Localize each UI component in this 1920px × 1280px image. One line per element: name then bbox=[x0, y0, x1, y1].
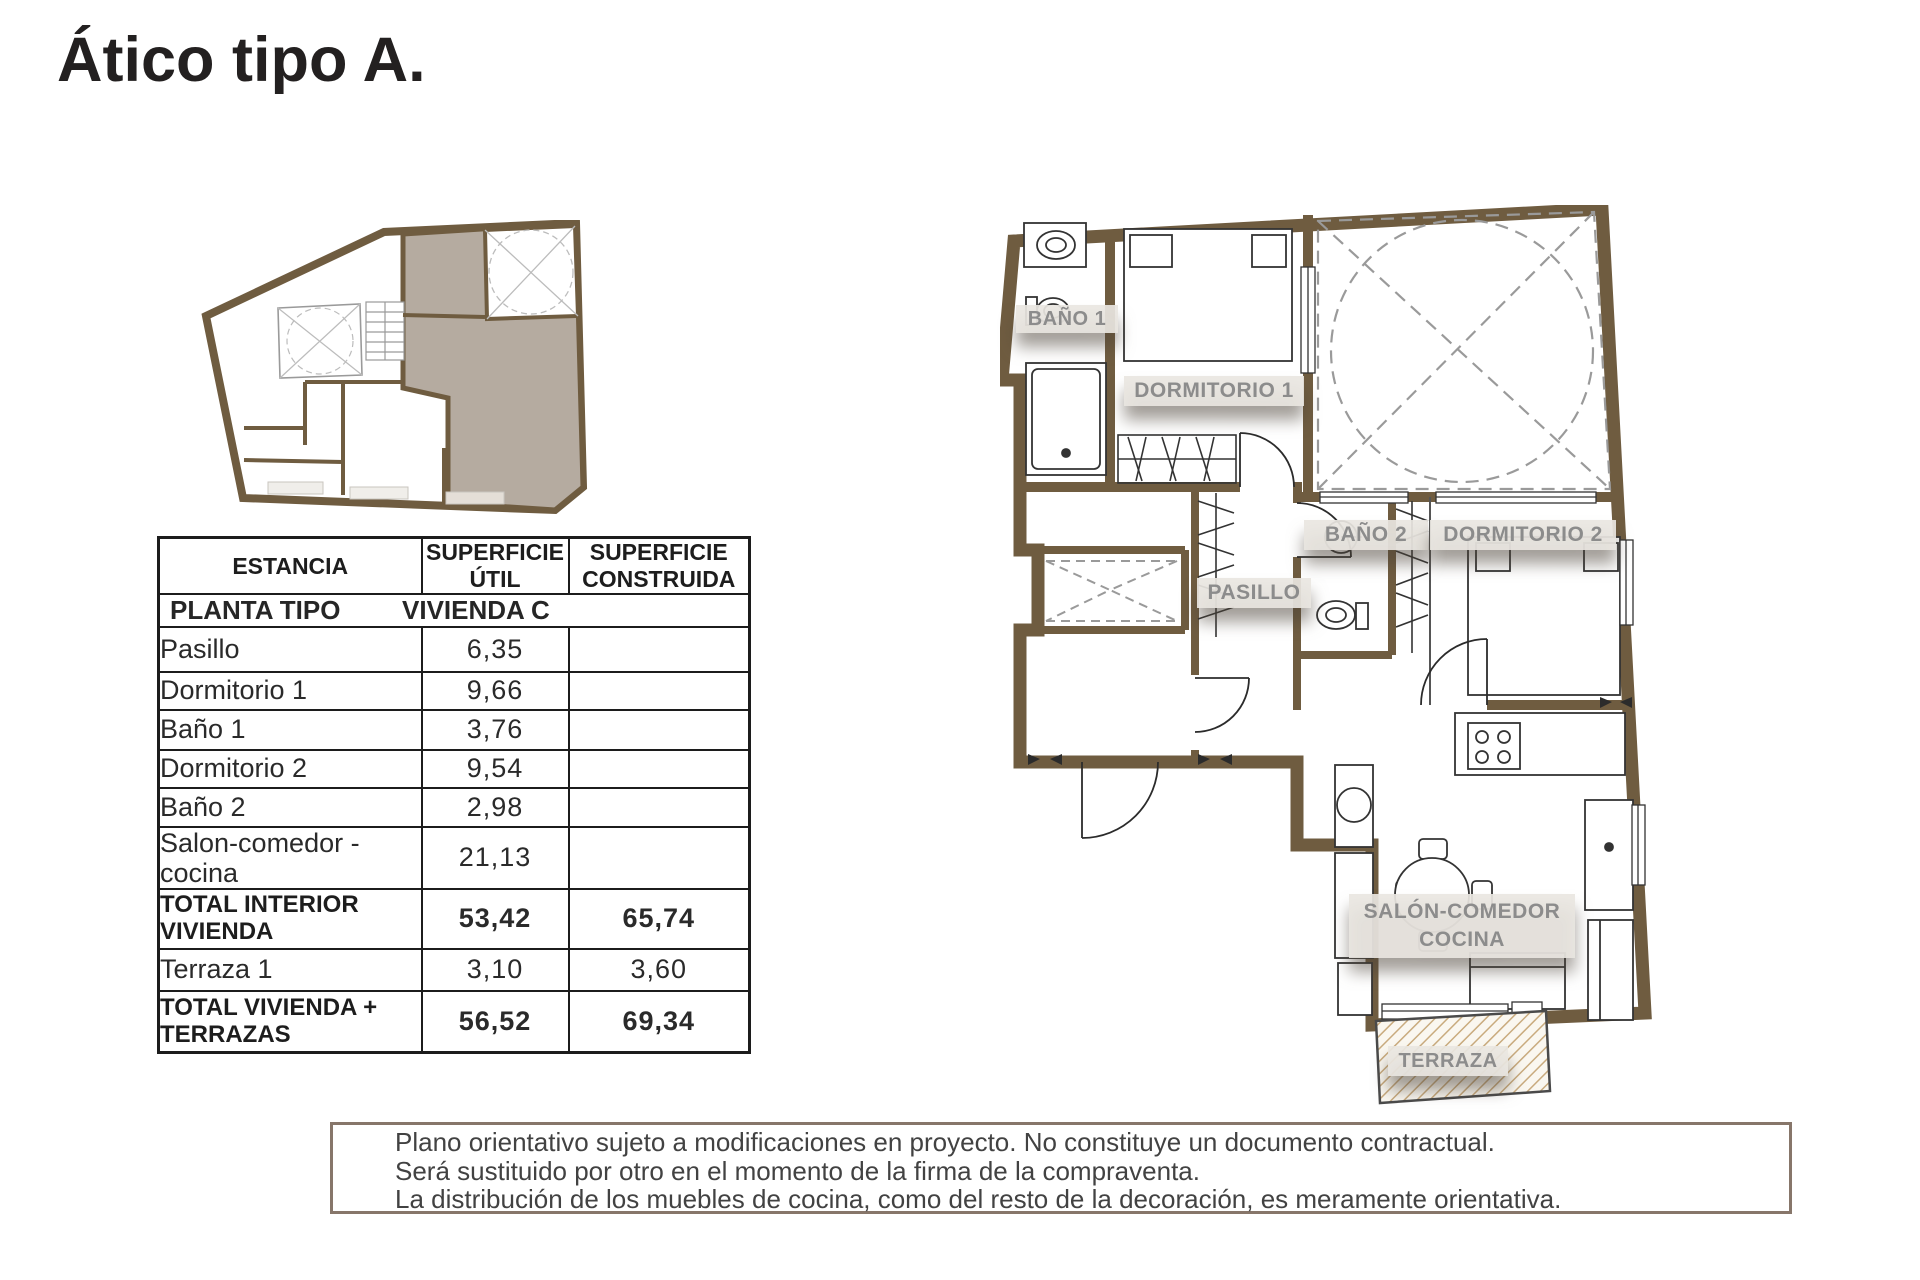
row-name: Pasillo bbox=[159, 627, 422, 672]
label-dormitorio1 bbox=[1124, 376, 1304, 406]
key-plan-stairs-icon bbox=[366, 302, 404, 360]
table-total-interior-row bbox=[159, 889, 750, 949]
entry-door-icon bbox=[1082, 762, 1158, 838]
label-text: BAÑO 1 bbox=[1027, 308, 1107, 330]
row-name: Baño 2 bbox=[159, 788, 422, 827]
hob-icon bbox=[1468, 723, 1520, 769]
toilet2-icon bbox=[1317, 601, 1368, 629]
label-text: DORMITORIO 1 bbox=[1134, 379, 1294, 402]
key-plan-patio-2 bbox=[278, 304, 362, 378]
section-planta-tipo: PLANTA TIPO bbox=[170, 594, 341, 625]
row-util: 3,76 bbox=[422, 710, 569, 750]
table-total-vivienda-row bbox=[159, 991, 750, 1053]
disclaimer-line: Plano orientativo sujeto a modificaciones en proyecto. No constituye un documento contractual. bbox=[395, 1127, 1495, 1157]
row-name: Baño 1 bbox=[159, 710, 422, 750]
total-vivienda-label: TOTAL VIVIENDA + TERRAZAS bbox=[159, 991, 422, 1053]
shower-icon bbox=[1026, 363, 1106, 475]
row-name: Dormitorio 2 bbox=[159, 750, 422, 788]
label-dormitorio2 bbox=[1430, 520, 1616, 550]
patio-glazing-icon bbox=[1301, 267, 1315, 373]
header-estancia: ESTANCIA bbox=[159, 538, 422, 594]
table-terraza-row bbox=[159, 949, 750, 991]
label-text: SALÓN-COMEDOR bbox=[1363, 900, 1561, 923]
label-salon-comedor-cocina bbox=[1349, 894, 1575, 958]
page-title: Ático tipo A. bbox=[57, 25, 426, 95]
row-built bbox=[569, 750, 750, 788]
row-built bbox=[569, 827, 750, 889]
total-interior-label: TOTAL INTERIOR VIVIENDA bbox=[159, 889, 422, 949]
label-text: DORMITORIO 2 bbox=[1443, 523, 1603, 546]
section-vivienda: VIVIENDA C bbox=[402, 594, 550, 625]
label-bano2 bbox=[1304, 520, 1428, 550]
row-name: Dormitorio 1 bbox=[159, 672, 422, 710]
row-util: 3,10 bbox=[422, 949, 569, 991]
row-built bbox=[569, 672, 750, 710]
table-row bbox=[159, 788, 750, 827]
floor-plan bbox=[1000, 205, 1675, 1125]
key-plan-patio bbox=[485, 226, 578, 319]
label-text: PASILLO bbox=[1207, 581, 1301, 604]
table-row bbox=[159, 710, 750, 750]
table-row bbox=[159, 750, 750, 788]
table-row bbox=[159, 827, 750, 889]
row-util: 9,54 bbox=[422, 750, 569, 788]
label-pasillo bbox=[1197, 578, 1311, 608]
label-bano1 bbox=[1016, 305, 1118, 333]
table-row bbox=[159, 672, 750, 710]
total-interior-built: 65,74 bbox=[569, 889, 750, 949]
key-plan-drawing bbox=[198, 220, 640, 572]
total-vivienda-util: 56,52 bbox=[422, 991, 569, 1053]
header-superficie-util: SUPERFICIE ÚTIL bbox=[422, 538, 569, 594]
row-name: Salon-comedor - cocina bbox=[159, 827, 422, 889]
table-header-row bbox=[159, 538, 750, 594]
total-vivienda-built: 69,34 bbox=[569, 991, 750, 1053]
row-built bbox=[569, 710, 750, 750]
row-util: 2,98 bbox=[422, 788, 569, 827]
header-superficie-construida: SUPERFICIE CONSTRUIDA bbox=[569, 538, 750, 594]
row-name: Terraza 1 bbox=[159, 949, 422, 991]
bed1-icon bbox=[1124, 229, 1292, 361]
row-util: 9,66 bbox=[422, 672, 569, 710]
row-built bbox=[569, 627, 750, 672]
areas-table bbox=[157, 536, 751, 1054]
label-text: BAÑO 2 bbox=[1324, 523, 1408, 546]
disclaimer-line: La distribución de los muebles de cocina, como del resto de la decoración, es meramente orientativa. bbox=[395, 1184, 1562, 1214]
label-terraza bbox=[1388, 1046, 1508, 1076]
floor-plan-drawing bbox=[1000, 205, 1675, 1125]
key-plan bbox=[198, 220, 640, 572]
fridge-counter bbox=[1585, 800, 1633, 910]
row-built bbox=[569, 788, 750, 827]
row-util: 21,13 bbox=[422, 827, 569, 889]
row-built: 3,60 bbox=[569, 949, 750, 991]
total-interior-util: 53,42 bbox=[422, 889, 569, 949]
disclaimer-line: Será sustituido por otro en el momento de la firma de la compraventa. bbox=[395, 1155, 1200, 1186]
bed2-icon bbox=[1468, 537, 1620, 695]
row-util: 6,35 bbox=[422, 627, 569, 672]
table-section-row bbox=[159, 594, 750, 627]
washer-icon bbox=[1337, 788, 1371, 822]
disclaimer-box bbox=[330, 1122, 1792, 1214]
cabinet-low bbox=[1338, 963, 1372, 1015]
label-text: TERRAZA bbox=[1398, 1050, 1498, 1072]
label-text: COCINA bbox=[1419, 928, 1505, 951]
table-row bbox=[159, 627, 750, 672]
